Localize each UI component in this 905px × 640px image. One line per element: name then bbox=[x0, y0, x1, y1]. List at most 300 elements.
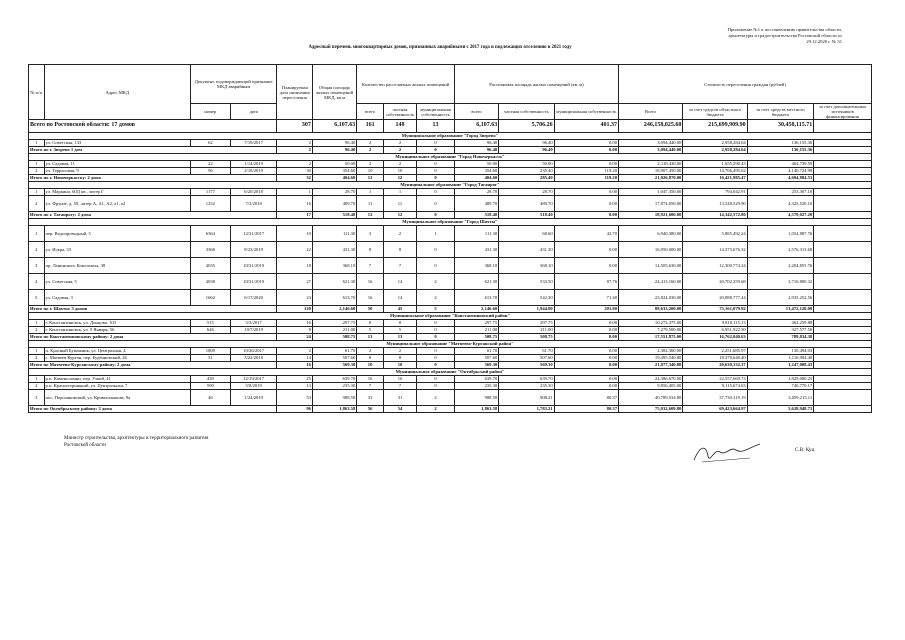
cell: 988.58 bbox=[312, 390, 356, 406]
row-number: 3 bbox=[29, 390, 45, 406]
cell: 569.30 bbox=[499, 362, 554, 369]
cell: 235.30 bbox=[499, 383, 554, 390]
row-address: ул. Террасовая, 9 bbox=[44, 168, 190, 175]
cell: 87.76 bbox=[554, 274, 618, 290]
row-address: р.п. Каменоломни, пер. Узкий, 41 bbox=[44, 376, 190, 383]
cell: 7 bbox=[383, 258, 416, 274]
cell: 0.00 bbox=[554, 334, 618, 341]
row-number: 1 bbox=[29, 376, 45, 383]
col-cost-extra: за счет дополнительных источников финансирования bbox=[814, 104, 872, 120]
cell: 1 bbox=[383, 189, 416, 196]
cell: 0 bbox=[417, 175, 455, 182]
cell: 33 bbox=[357, 390, 384, 406]
cell: 8 bbox=[277, 327, 312, 334]
cell: 0 bbox=[417, 147, 455, 154]
cell: 297.75 bbox=[454, 320, 498, 327]
cell bbox=[814, 290, 872, 306]
cell: 789,834.38 bbox=[747, 334, 814, 341]
cell: 639.70 bbox=[499, 376, 554, 383]
row-number: 5 bbox=[29, 290, 45, 306]
cell: 25 bbox=[277, 376, 312, 383]
row-doc-date: 12/31/2017 bbox=[230, 226, 277, 242]
cell: 327,577.50 bbox=[747, 327, 814, 334]
row-doc-number: 1662 bbox=[190, 290, 230, 306]
cell: 368.10 bbox=[499, 258, 554, 274]
cell: 1,944.80 bbox=[499, 306, 554, 313]
cell: 71.40 bbox=[554, 290, 618, 306]
cell: 8 bbox=[383, 320, 416, 327]
cell: 211.00 bbox=[454, 327, 498, 334]
cell: 0.00 bbox=[554, 327, 618, 334]
cell: 2 bbox=[357, 140, 384, 147]
cell: 2,146.60 bbox=[454, 306, 498, 313]
cell: 2,118,430.00 bbox=[619, 161, 683, 168]
cell: 61.70 bbox=[499, 348, 554, 355]
municipality-row bbox=[29, 369, 872, 376]
cell: 639.70 bbox=[312, 376, 356, 383]
cell: 0 bbox=[417, 196, 455, 212]
resettlement-table bbox=[28, 64, 872, 413]
cell bbox=[814, 189, 872, 196]
cell: 18 bbox=[277, 258, 312, 274]
table-body bbox=[29, 120, 872, 413]
table-row bbox=[29, 140, 872, 147]
cell bbox=[814, 147, 872, 154]
cell: 0.00 bbox=[554, 362, 618, 369]
cell: 3 bbox=[357, 226, 384, 242]
cell: 0.00 bbox=[554, 212, 618, 219]
cell: 11 bbox=[357, 196, 384, 212]
cell: 14,373,676.32 bbox=[683, 242, 747, 258]
row-number: 2 bbox=[29, 327, 45, 334]
cell: 96.40 bbox=[454, 147, 498, 154]
cell: 8 bbox=[357, 320, 384, 327]
cell: 11 bbox=[383, 196, 416, 212]
cell: 17,551,875.00 bbox=[619, 334, 683, 341]
cell: 211.00 bbox=[312, 327, 356, 334]
cell: 2,251,685.97 bbox=[683, 348, 747, 355]
cell: 235.40 bbox=[499, 168, 554, 175]
cell: 12 bbox=[383, 212, 416, 219]
cell: 368.10 bbox=[312, 258, 356, 274]
cell: 569.30 bbox=[312, 362, 356, 369]
cell: 2 bbox=[417, 406, 455, 413]
row-doc-date: 10/7/2019 bbox=[230, 327, 277, 334]
cell: 13,548,529.90 bbox=[683, 196, 747, 212]
cell bbox=[814, 258, 872, 274]
row-doc-date: 8/23/2019 bbox=[230, 242, 277, 258]
cell: 2 bbox=[417, 390, 455, 406]
cell: 489.70 bbox=[499, 196, 554, 212]
row-address: р.п. Красногорняцкий, ул. Центральная, 7 bbox=[44, 383, 190, 390]
appendix-line: 29.12.2020 г. № 31 bbox=[806, 39, 842, 45]
cell: 37,730,319.19 bbox=[683, 390, 747, 406]
cell: 508.75 bbox=[312, 334, 356, 341]
cell: 1 bbox=[277, 189, 312, 196]
cell bbox=[814, 161, 872, 168]
cell: 613.70 bbox=[454, 290, 498, 306]
cell: 462,259.88 bbox=[747, 320, 814, 327]
cell: 489.70 bbox=[312, 196, 356, 212]
cell: 0 bbox=[417, 362, 455, 369]
row-doc-number: 1809 bbox=[190, 348, 230, 355]
cell: 2 bbox=[357, 348, 384, 355]
table-row bbox=[29, 258, 872, 274]
cell: 17,874,050.00 bbox=[619, 196, 683, 212]
cell: 1,783.21 bbox=[499, 406, 554, 413]
row-doc-date: 10/31/2019 bbox=[230, 274, 277, 290]
cell bbox=[814, 376, 872, 383]
cell: 18,921,600.00 bbox=[619, 212, 683, 219]
cell: 148 bbox=[383, 120, 416, 133]
cell: 489.70 bbox=[454, 196, 498, 212]
cell: 1,116,904.40 bbox=[747, 355, 814, 362]
municipality-row bbox=[29, 313, 872, 320]
cell: 5,885,492.24 bbox=[683, 226, 747, 242]
cell: 621.30 bbox=[312, 274, 356, 290]
cell: 2,958,284.64 bbox=[683, 140, 747, 147]
row-number: 2 bbox=[29, 242, 45, 258]
cell: 368.10 bbox=[454, 258, 498, 274]
cell: 0 bbox=[417, 334, 455, 341]
col-area-total: всего bbox=[454, 104, 498, 120]
row-doc-number: 590 bbox=[190, 383, 230, 390]
cell: 10 bbox=[277, 226, 312, 242]
cell: 3,710,800.32 bbox=[747, 274, 814, 290]
cell: 13 bbox=[357, 334, 384, 341]
cell: 639.70 bbox=[454, 376, 498, 383]
col-cost-group: Стоимость переселения граждан (рублей) bbox=[619, 65, 872, 104]
col-doc-date: дата bbox=[230, 104, 277, 120]
row-number: 2 bbox=[29, 196, 45, 212]
cell: 50 bbox=[357, 306, 384, 313]
cell: 5 bbox=[417, 306, 455, 313]
cell: 16 bbox=[277, 320, 312, 327]
cell: 0.00 bbox=[554, 383, 618, 390]
row-number: 1 bbox=[29, 161, 45, 168]
cell: 96.40 bbox=[499, 147, 554, 154]
cell: 20,702,359.68 bbox=[683, 274, 747, 290]
cell: 235.30 bbox=[312, 383, 356, 390]
cell: 569.30 bbox=[454, 362, 498, 369]
cell: 518.40 bbox=[312, 212, 356, 219]
cell: 12 bbox=[383, 175, 416, 182]
cell: 8 bbox=[357, 355, 384, 362]
cell: 12 bbox=[357, 175, 384, 182]
cell: 0.00 bbox=[554, 376, 618, 383]
cell bbox=[814, 212, 872, 219]
cell: 5 bbox=[383, 327, 416, 334]
grand-total-label: Всего по Ростовской области: 17 домов bbox=[29, 120, 277, 133]
signer-name: С.В. Куц bbox=[795, 447, 815, 453]
cell: 1,863.58 bbox=[312, 406, 356, 413]
signer-position: Министр строительства, архитектуры и территориального развития bbox=[64, 436, 209, 441]
cell: 0 bbox=[417, 383, 455, 390]
row-doc-number: 4038 bbox=[190, 274, 230, 290]
cell: 6,951,922.50 bbox=[683, 327, 747, 334]
cell: 201.80 bbox=[554, 306, 618, 313]
row-doc-number: 3366 bbox=[190, 242, 230, 258]
row-address: пос. Персиановский, ул. Кривошлыкова, 9а bbox=[44, 390, 190, 406]
cell: 621.30 bbox=[454, 274, 498, 290]
table-row bbox=[29, 274, 872, 290]
cell: 54 bbox=[383, 406, 416, 413]
row-doc-number: 515 bbox=[190, 320, 230, 327]
cell: 111.30 bbox=[454, 226, 498, 242]
cell: 40,789,534.80 bbox=[619, 390, 683, 406]
cell: 19,495,540.80 bbox=[619, 355, 683, 362]
cell: 61.70 bbox=[312, 348, 356, 355]
row-address: ул. Искра, 33 bbox=[44, 242, 190, 258]
cell: 119.20 bbox=[554, 168, 618, 175]
cell: 16 bbox=[357, 274, 384, 290]
cell: 14,505,630.00 bbox=[619, 258, 683, 274]
cell: 16 bbox=[357, 376, 384, 383]
subtotal-row bbox=[29, 362, 872, 369]
cell: 211.00 bbox=[499, 327, 554, 334]
cell: 518.40 bbox=[499, 212, 554, 219]
col-doc-group: Документ, подтверждающий признание МКД аварийным bbox=[190, 65, 277, 104]
cell: 24 bbox=[277, 334, 312, 341]
table-row bbox=[29, 320, 872, 327]
cell bbox=[814, 168, 872, 175]
cell: 1,863.58 bbox=[454, 406, 498, 413]
cell: 68.60 bbox=[499, 226, 554, 242]
cell: 2 bbox=[277, 161, 312, 168]
cell: 16 bbox=[357, 290, 384, 306]
cell: 431.30 bbox=[499, 242, 554, 258]
cell: 0 bbox=[417, 212, 455, 219]
subtotal-label: Итого по г. Зверево 1 дом bbox=[29, 147, 277, 154]
cell: 30 bbox=[277, 168, 312, 175]
cell: 75,032,609.80 bbox=[619, 406, 683, 413]
subtotal-label: Итого по Матвеево-Курганскому району: 2 дома bbox=[29, 362, 277, 369]
subtotal-label: Итого по Константиновскому району: 2 дома bbox=[29, 334, 277, 341]
row-doc-number: 439 bbox=[190, 376, 230, 383]
municipality-row bbox=[29, 154, 872, 161]
cell: 404.60 bbox=[312, 175, 356, 182]
municipality-title: Муниципальное образование "Город Шахты" bbox=[29, 219, 872, 226]
row-doc-number: 62 bbox=[190, 140, 230, 147]
cell: 0.00 bbox=[554, 242, 618, 258]
cell bbox=[814, 306, 872, 313]
subtotal-label: Итого по г. Шахты: 5 домов bbox=[29, 306, 277, 313]
col-doc-number: номер bbox=[190, 104, 230, 120]
row-doc-date: 10/26/2017 bbox=[230, 348, 277, 355]
cell: 235.30 bbox=[454, 383, 498, 390]
cell: 28.70 bbox=[454, 189, 498, 196]
subtotal-row bbox=[29, 147, 872, 154]
cell: 0 bbox=[417, 140, 455, 147]
row-doc-number: 6364 bbox=[190, 226, 230, 242]
cell: 0.00 bbox=[554, 355, 618, 362]
cell: 17 bbox=[277, 212, 312, 219]
cell: 533.50 bbox=[499, 274, 554, 290]
cell: 297.75 bbox=[499, 320, 554, 327]
signature-block bbox=[64, 435, 304, 449]
cell: 3,094,440.00 bbox=[619, 140, 683, 147]
municipality-title: Муниципальное образование "Город Новочеркасск" bbox=[29, 154, 872, 161]
cell: 28.70 bbox=[312, 189, 356, 196]
cell: 56 bbox=[357, 406, 384, 413]
table-row bbox=[29, 242, 872, 258]
municipality-title: Муниципальное образование "Город Таганрог" bbox=[29, 182, 872, 189]
cell: 69,423,664.97 bbox=[683, 406, 747, 413]
cell: 2 bbox=[383, 161, 416, 168]
cell: 2 bbox=[277, 348, 312, 355]
cell: 161 bbox=[357, 120, 384, 133]
municipality-row bbox=[29, 219, 872, 226]
cell: 0.00 bbox=[554, 189, 618, 196]
grand-total-row bbox=[29, 120, 872, 133]
cell bbox=[814, 406, 872, 413]
cell: 2 bbox=[417, 274, 455, 290]
cell: 354.60 bbox=[454, 168, 498, 175]
cell: 354.60 bbox=[312, 168, 356, 175]
table-row bbox=[29, 348, 872, 355]
cell: 507.60 bbox=[499, 355, 554, 362]
row-number: 2 bbox=[29, 168, 45, 175]
cell: 285.40 bbox=[499, 175, 554, 182]
cell: 3,094,440.00 bbox=[619, 147, 683, 154]
cell: 0 bbox=[417, 189, 455, 196]
cell: 96.40 bbox=[312, 140, 356, 147]
cell: 8 bbox=[383, 355, 416, 362]
cell: 53 bbox=[277, 390, 312, 406]
col-residents-total: всего bbox=[357, 104, 384, 120]
row-number: 2 bbox=[29, 355, 45, 362]
cell: 215,699,909.90 bbox=[683, 120, 747, 133]
cell bbox=[814, 383, 872, 390]
cell: 16 bbox=[277, 362, 312, 369]
cell: 253,307.10 bbox=[747, 189, 814, 196]
signer-position: Ростовской области bbox=[64, 443, 106, 448]
cell: 61.70 bbox=[454, 348, 498, 355]
table-header-row bbox=[29, 65, 872, 104]
row-address: пр. Ленинского Комсомола, 38 bbox=[44, 258, 190, 274]
row-doc-date: 6/20/2018 bbox=[230, 189, 277, 196]
cell bbox=[814, 274, 872, 290]
municipality-row bbox=[29, 182, 872, 189]
cell: 130,494.03 bbox=[747, 348, 814, 355]
cell: 30,458,115.71 bbox=[747, 120, 814, 133]
table-row bbox=[29, 390, 872, 406]
row-number: 1 bbox=[29, 140, 45, 147]
cell: 740,770.17 bbox=[747, 383, 814, 390]
subtotal-row bbox=[29, 175, 872, 182]
cell: 50.00 bbox=[312, 161, 356, 168]
cell bbox=[814, 140, 872, 147]
cell: 119.20 bbox=[554, 175, 618, 182]
appendix-line: архитектуры и градостроительства Ростовской области от bbox=[728, 33, 842, 39]
cell: 1,247,008.43 bbox=[747, 362, 814, 369]
cell bbox=[814, 334, 872, 341]
col-cost-fund: за счет средств областного бюджета bbox=[683, 104, 747, 120]
cell: 2 bbox=[383, 140, 416, 147]
cell: 13 bbox=[277, 383, 312, 390]
cell: 12,300,774.24 bbox=[683, 258, 747, 274]
row-number: 1 bbox=[29, 348, 45, 355]
cell: 518.40 bbox=[454, 212, 498, 219]
row-number: 4 bbox=[29, 274, 45, 290]
appendix-note bbox=[612, 27, 842, 46]
row-address: г. Константиновск, ул. Донцова, 103 bbox=[44, 320, 190, 327]
cell: 4,140,724.98 bbox=[747, 168, 814, 175]
cell bbox=[814, 320, 872, 327]
col-residents-group: Количество расселяемых жилых помещений bbox=[357, 65, 455, 104]
cell: 10 bbox=[383, 168, 416, 175]
table-row bbox=[29, 161, 872, 168]
row-doc-date: 5/8/2019 bbox=[230, 383, 277, 390]
cell: 96.40 bbox=[312, 147, 356, 154]
cell: 9,810,115.13 bbox=[683, 320, 747, 327]
table-row bbox=[29, 226, 872, 242]
cell: 4,579,027.20 bbox=[747, 212, 814, 219]
cell bbox=[814, 242, 872, 258]
cell: 27 bbox=[277, 274, 312, 290]
subtotal-label: Итого по г. Таганрогу: 2 дома bbox=[29, 212, 277, 219]
cell: 10 bbox=[357, 362, 384, 369]
cell: 1 bbox=[417, 226, 455, 242]
cell: 0.00 bbox=[554, 161, 618, 168]
col-area-group: Расселяемая площадь жилых помещений (кв. м) bbox=[454, 65, 618, 104]
cell: 6,940,380.00 bbox=[619, 226, 683, 242]
cell: 0 bbox=[417, 327, 455, 334]
cell: 31 bbox=[383, 390, 416, 406]
municipality-row bbox=[29, 133, 872, 140]
cell: 908.21 bbox=[499, 390, 554, 406]
cell: 21,877,340.80 bbox=[619, 362, 683, 369]
cell: 2,958,284.64 bbox=[683, 147, 747, 154]
row-doc-date: 2/18/2019 bbox=[230, 168, 277, 175]
row-doc-date: 12/19/2017 bbox=[230, 376, 277, 383]
col-num: № п/п bbox=[29, 65, 45, 120]
cell: 28.70 bbox=[499, 189, 554, 196]
cell: 21,026,870.00 bbox=[619, 175, 683, 182]
cell: 5 bbox=[357, 327, 384, 334]
cell: 508.75 bbox=[454, 334, 498, 341]
cell: 18,907,450.00 bbox=[619, 168, 683, 175]
col-address: Адрес МКД bbox=[44, 65, 190, 120]
cell: 16,950,000.00 bbox=[619, 242, 683, 258]
cell: 0.00 bbox=[554, 258, 618, 274]
row-doc-number: 1252 bbox=[190, 196, 230, 212]
row-doc-date: 3/22/2018 bbox=[230, 355, 277, 362]
cell: 14,766,495.02 bbox=[683, 168, 747, 175]
cell: 2 bbox=[383, 348, 416, 355]
cell: 16,421,985.47 bbox=[683, 175, 747, 182]
municipality-title: Муниципальное образование "Город Зверево" bbox=[29, 133, 872, 140]
cell: 2,382,360.00 bbox=[619, 348, 683, 355]
col-area-private: частная собственность bbox=[499, 104, 554, 120]
row-doc-number: 1177 bbox=[190, 189, 230, 196]
row-doc-date: 5/3/2017 bbox=[230, 320, 277, 327]
row-doc-date: 7/3/2018 bbox=[230, 196, 277, 212]
cell: 2 bbox=[277, 147, 312, 154]
cell: 2 bbox=[417, 290, 455, 306]
cell: 75,161,079.92 bbox=[683, 306, 747, 313]
row-address: п. Красный Бумажник, ул. Централная, 4 bbox=[44, 348, 190, 355]
cell: 136,155.36 bbox=[747, 140, 814, 147]
cell: 14 bbox=[383, 274, 416, 290]
cell: 32 bbox=[277, 175, 312, 182]
cell: 7,279,500.00 bbox=[619, 327, 683, 334]
cell: 88,633,200.00 bbox=[619, 306, 683, 313]
cell: 9,115,674.63 bbox=[683, 383, 747, 390]
cell: 14,342,572.80 bbox=[683, 212, 747, 219]
row-number: 3 bbox=[29, 258, 45, 274]
row-address: ул. Садовая, 11 bbox=[44, 161, 190, 168]
